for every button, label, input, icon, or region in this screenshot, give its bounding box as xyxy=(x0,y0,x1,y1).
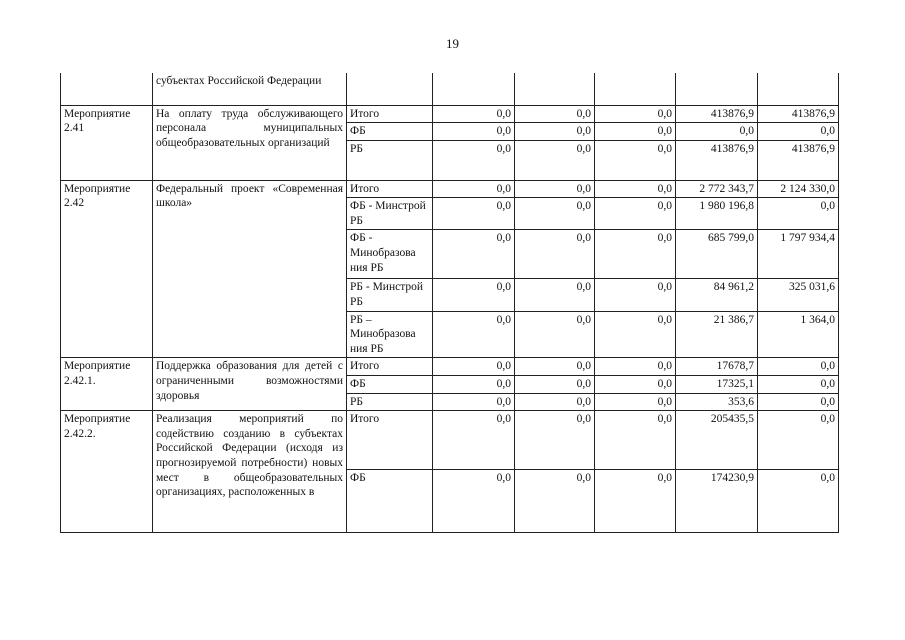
value-cell-5 xyxy=(758,73,839,105)
funding-source-cell: ФБ xyxy=(347,123,433,141)
value-cell-3: 0,0 xyxy=(595,470,676,533)
activity-description-cell: На оплату труда обслуживающего персонала муниципальных общеобразовательных организаций xyxy=(153,105,347,180)
value-cell-2: 0,0 xyxy=(515,123,595,141)
table-body xyxy=(61,73,839,533)
value-cell-4 xyxy=(676,73,758,105)
funding-source-cell: РБ xyxy=(347,393,433,411)
value-cell-4: 413876,9 xyxy=(676,105,758,123)
value-cell-5: 2 124 330,0 xyxy=(758,180,839,198)
value-cell-1: 0,0 xyxy=(433,311,515,358)
value-cell-5: 1 364,0 xyxy=(758,311,839,358)
value-cell-3: 0,0 xyxy=(595,140,676,180)
value-cell-3: 0,0 xyxy=(595,311,676,358)
funding-source-cell: Итого xyxy=(347,358,433,376)
value-cell-2: 0,0 xyxy=(515,230,595,279)
value-cell-3: 0,0 xyxy=(595,180,676,198)
value-cell-2 xyxy=(515,73,595,105)
value-cell-1: 0,0 xyxy=(433,358,515,376)
value-cell-3: 0,0 xyxy=(595,279,676,311)
value-cell-4: 0,0 xyxy=(676,123,758,141)
funding-source-cell: Итого xyxy=(347,180,433,198)
value-cell-4: 205435,5 xyxy=(676,411,758,470)
value-cell-3: 0,0 xyxy=(595,123,676,141)
value-cell-2: 0,0 xyxy=(515,198,595,230)
value-cell-4: 2 772 343,7 xyxy=(676,180,758,198)
value-cell-3: 0,0 xyxy=(595,393,676,411)
value-cell-1: 0,0 xyxy=(433,140,515,180)
funding-source-cell: Итого xyxy=(347,105,433,123)
value-cell-5: 0,0 xyxy=(758,411,839,470)
value-cell-2: 0,0 xyxy=(515,376,595,394)
value-cell-1: 0,0 xyxy=(433,123,515,141)
value-cell-1: 0,0 xyxy=(433,105,515,123)
value-cell-5: 0,0 xyxy=(758,358,839,376)
funding-source-cell: ФБ xyxy=(347,470,433,533)
value-cell-4: 413876,9 xyxy=(676,140,758,180)
value-cell-4: 353,6 xyxy=(676,393,758,411)
funding-source-cell: ФБ - Минстрой РБ xyxy=(347,198,433,230)
activity-description-cell: Реализация мероприятий по содействию созданию в субъектах Российской Федерации (исходя из прогнозируемой потребности) новых мест в общеобразовательных организациях, расположенных в xyxy=(153,411,347,533)
activity-code-cell: Мероприятие 2.42.1. xyxy=(61,358,153,411)
table-row xyxy=(61,105,839,123)
value-cell-4: 17678,7 xyxy=(676,358,758,376)
activity-code-cell xyxy=(61,73,153,105)
funding-source-cell: РБ – Минобразова ния РБ xyxy=(347,311,433,358)
value-cell-2: 0,0 xyxy=(515,358,595,376)
value-cell-1: 0,0 xyxy=(433,376,515,394)
value-cell-3 xyxy=(595,73,676,105)
value-cell-5: 325 031,6 xyxy=(758,279,839,311)
value-cell-3: 0,0 xyxy=(595,198,676,230)
funding-source-cell xyxy=(347,73,433,105)
value-cell-2: 0,0 xyxy=(515,393,595,411)
table-row xyxy=(61,180,839,198)
activity-code-cell: Мероприятие 2.41 xyxy=(61,105,153,180)
value-cell-2: 0,0 xyxy=(515,180,595,198)
value-cell-5: 0,0 xyxy=(758,393,839,411)
value-cell-5: 413876,9 xyxy=(758,105,839,123)
activity-description-cell: Поддержка образования для детей с ограниченными возможностями здоровья xyxy=(153,358,347,411)
value-cell-2: 0,0 xyxy=(515,411,595,470)
funding-source-cell: РБ - Минстрой РБ xyxy=(347,279,433,311)
value-cell-4: 174230,9 xyxy=(676,470,758,533)
value-cell-1: 0,0 xyxy=(433,180,515,198)
value-cell-1: 0,0 xyxy=(433,411,515,470)
value-cell-4: 1 980 196,8 xyxy=(676,198,758,230)
funding-source-cell: ФБ - Минобразова ния РБ xyxy=(347,230,433,279)
value-cell-1: 0,0 xyxy=(433,470,515,533)
value-cell-2: 0,0 xyxy=(515,311,595,358)
value-cell-1: 0,0 xyxy=(433,279,515,311)
table-row xyxy=(61,358,839,376)
value-cell-3: 0,0 xyxy=(595,376,676,394)
value-cell-3: 0,0 xyxy=(595,358,676,376)
value-cell-2: 0,0 xyxy=(515,279,595,311)
value-cell-5: 0,0 xyxy=(758,198,839,230)
activity-description-cell: Федеральный проект «Современная школа» xyxy=(153,180,347,358)
budget-table xyxy=(60,73,839,533)
activity-description-cell: субъектах Российской Федерации xyxy=(153,73,347,105)
value-cell-3: 0,0 xyxy=(595,411,676,470)
value-cell-4: 685 799,0 xyxy=(676,230,758,279)
value-cell-3: 0,0 xyxy=(595,105,676,123)
value-cell-5: 0,0 xyxy=(758,470,839,533)
value-cell-5: 0,0 xyxy=(758,123,839,141)
value-cell-1 xyxy=(433,73,515,105)
funding-source-cell: РБ xyxy=(347,140,433,180)
activity-code-cell: Мероприятие 2.42.2. xyxy=(61,411,153,533)
activity-code-cell: Мероприятие 2.42 xyxy=(61,180,153,358)
value-cell-2: 0,0 xyxy=(515,140,595,180)
value-cell-3: 0,0 xyxy=(595,230,676,279)
page-number: 19 xyxy=(446,36,459,51)
value-cell-2: 0,0 xyxy=(515,105,595,123)
table-row xyxy=(61,73,839,105)
value-cell-1: 0,0 xyxy=(433,393,515,411)
table-row xyxy=(61,411,839,470)
value-cell-1: 0,0 xyxy=(433,198,515,230)
funding-source-cell: ФБ xyxy=(347,376,433,394)
value-cell-2: 0,0 xyxy=(515,470,595,533)
value-cell-4: 84 961,2 xyxy=(676,279,758,311)
funding-source-cell: Итого xyxy=(347,411,433,470)
value-cell-4: 21 386,7 xyxy=(676,311,758,358)
value-cell-4: 17325,1 xyxy=(676,376,758,394)
value-cell-5: 1 797 934,4 xyxy=(758,230,839,279)
value-cell-5: 413876,9 xyxy=(758,140,839,180)
value-cell-1: 0,0 xyxy=(433,230,515,279)
value-cell-5: 0,0 xyxy=(758,376,839,394)
